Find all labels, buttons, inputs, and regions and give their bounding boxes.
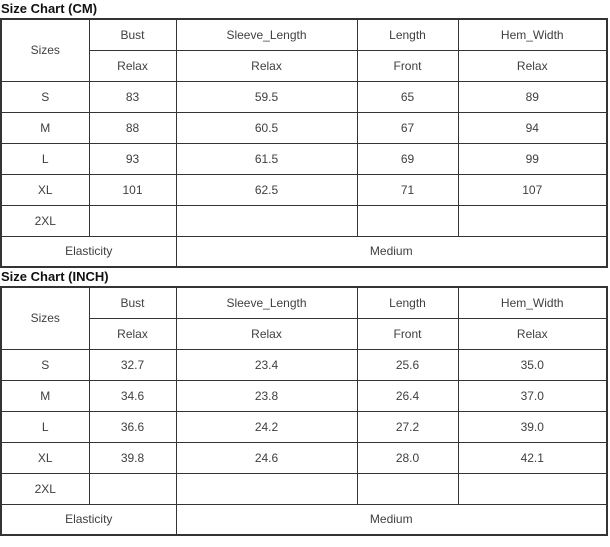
bust-cell: 34.6 (89, 380, 176, 411)
elasticity-label: Elasticity (1, 504, 176, 535)
length-cell: 71 (357, 174, 458, 205)
hem-width-cell: 42.1 (458, 442, 607, 473)
bust-cell: 88 (89, 112, 176, 143)
table-row-xl (1, 442, 607, 473)
bust-cell: 36.6 (89, 411, 176, 442)
table-row-l (1, 411, 607, 442)
elasticity-row (1, 236, 607, 267)
sub-header-bust: Relax (89, 318, 176, 349)
sub-header-hem-width: Relax (458, 318, 607, 349)
bust-cell: 32.7 (89, 349, 176, 380)
sleeve-length-cell: 23.4 (176, 349, 357, 380)
sleeve-length-cell: 23.8 (176, 380, 357, 411)
sleeve-length-cell: 24.6 (176, 442, 357, 473)
column-header-length: Length (357, 19, 458, 50)
sub-header-bust: Relax (89, 50, 176, 81)
column-header-sleeve-length: Sleeve_Length (176, 19, 357, 50)
bust-cell: 93 (89, 143, 176, 174)
sleeve-length-cell: 60.5 (176, 112, 357, 143)
size-cell: M (1, 380, 89, 411)
size-cell: L (1, 143, 89, 174)
elasticity-value: Medium (176, 236, 607, 267)
column-header-length: Length (357, 287, 458, 318)
hem-width-cell (458, 473, 607, 504)
hem-width-cell: 37.0 (458, 380, 607, 411)
sub-header-row (1, 318, 607, 349)
length-cell (357, 473, 458, 504)
hem-width-cell: 89 (458, 81, 607, 112)
size-cell: XL (1, 442, 89, 473)
sub-header-length: Front (357, 318, 458, 349)
table-row-s (1, 81, 607, 112)
length-cell: 25.6 (357, 349, 458, 380)
table-row-xl (1, 174, 607, 205)
sub-header-hem-width: Relax (458, 50, 607, 81)
bust-cell: 39.8 (89, 442, 176, 473)
hem-width-cell: 35.0 (458, 349, 607, 380)
size-cell: XL (1, 174, 89, 205)
sleeve-length-cell: 61.5 (176, 143, 357, 174)
hem-width-cell (458, 205, 607, 236)
header-row (1, 287, 607, 318)
sub-header-sleeve-length: Relax (176, 50, 357, 81)
hem-width-cell: 39.0 (458, 411, 607, 442)
table-row-m (1, 380, 607, 411)
table-row-m (1, 112, 607, 143)
hem-width-cell: 99 (458, 143, 607, 174)
column-header-sizes: Sizes (1, 19, 89, 81)
sub-header-row (1, 50, 607, 81)
size-chart-cm-table (0, 18, 608, 268)
bust-cell (89, 473, 176, 504)
size-chart-inch-table (0, 286, 608, 536)
sleeve-length-cell (176, 205, 357, 236)
elasticity-row (1, 504, 607, 535)
length-cell: 67 (357, 112, 458, 143)
size-cell: 2XL (1, 473, 89, 504)
size-cell: S (1, 349, 89, 380)
bust-cell: 101 (89, 174, 176, 205)
bust-cell (89, 205, 176, 236)
size-cell: 2XL (1, 205, 89, 236)
size-cell: M (1, 112, 89, 143)
length-cell (357, 205, 458, 236)
elasticity-label: Elasticity (1, 236, 176, 267)
length-cell: 65 (357, 81, 458, 112)
hem-width-cell: 94 (458, 112, 607, 143)
table-row-2xl (1, 205, 607, 236)
column-header-bust: Bust (89, 19, 176, 50)
sub-header-sleeve-length: Relax (176, 318, 357, 349)
header-row (1, 19, 607, 50)
size-chart-cm-title: Size Chart (CM) (1, 1, 98, 16)
hem-width-cell: 107 (458, 174, 607, 205)
size-cell: S (1, 81, 89, 112)
table-row-l (1, 143, 607, 174)
bust-cell: 83 (89, 81, 176, 112)
elasticity-value: Medium (176, 504, 607, 535)
length-cell: 26.4 (357, 380, 458, 411)
column-header-hem-width: Hem_Width (458, 287, 607, 318)
size-chart-inch-title: Size Chart (INCH) (1, 269, 109, 284)
table-row-s (1, 349, 607, 380)
table-row-2xl (1, 473, 607, 504)
sub-header-length: Front (357, 50, 458, 81)
sleeve-length-cell: 62.5 (176, 174, 357, 205)
sleeve-length-cell: 24.2 (176, 411, 357, 442)
column-header-sleeve-length: Sleeve_Length (176, 287, 357, 318)
length-cell: 69 (357, 143, 458, 174)
column-header-sizes: Sizes (1, 287, 89, 349)
column-header-bust: Bust (89, 287, 176, 318)
size-cell: L (1, 411, 89, 442)
column-header-hem-width: Hem_Width (458, 19, 607, 50)
sleeve-length-cell: 59.5 (176, 81, 357, 112)
length-cell: 27.2 (357, 411, 458, 442)
length-cell: 28.0 (357, 442, 458, 473)
sleeve-length-cell (176, 473, 357, 504)
